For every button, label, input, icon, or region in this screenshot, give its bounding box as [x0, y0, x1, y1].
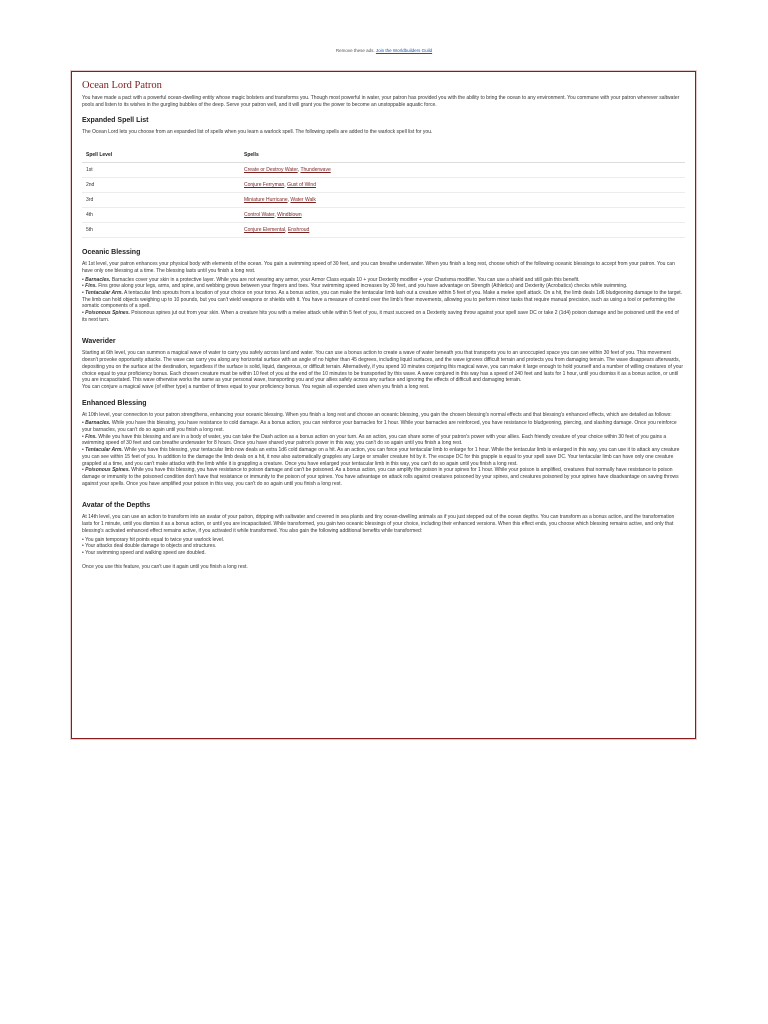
table-row: [82, 193, 685, 208]
ad-notice: [0, 48, 768, 53]
bullet-title: Tentacular Arm.: [85, 447, 123, 454]
spell-link[interactable]: Miniature Hurricane: [244, 197, 288, 204]
bullet-title: Fins.: [85, 283, 97, 290]
expanded-spell-list-text: The Ocean Lord lets you choose from an expanded list of spells when you learn a warlock spell. The following spells are added to the warlock spell list for you.: [82, 129, 433, 136]
spells-cell: Miniature Hurricane, Water Walk: [240, 193, 685, 208]
bullet-title: Poisonous Spines.: [85, 310, 130, 317]
bullet-text: While you have this blessing and are in a body of water, you can take the Dash action as a bonus action on your turn. As an action, you can share some of your patron's power with your allies. Each friendly creature of your choice within 30 feet of you gains a swimming speed of 30 feet and can breathe underwater for 8 hours. Once you have shared your patron's power in this way, you can't do so again until you finish a long rest.: [82, 433, 667, 447]
ad-notice-text: Remove these ads.: [335, 48, 375, 53]
spell-link[interactable]: Water Walk: [290, 197, 316, 204]
list-item: • Fins. While you have this blessing and are in a body of water, you can take the Dash action as a bonus action on your turn. As an action, you can share some of your patron's power with your allies. Each friendly creature of your choice within 30 feet of you gains a swimming speed of 30 feet and can breathe underwater for 8 hours. Once you have shared your patron's power in this way, you can't do so again until you finish a long rest.: [82, 433, 667, 447]
list-item: • Tentacular Arm. While you have this blessing, your tentacular limb now deals an extra 1d6 cold damage on a hit. As an action, you can force your tentacular limb to enlarge for 1 hour. While the tentacular limb is enlarged in this way, you can use it to attack any creature you can see within 15 feet of you. In addition to the damage the limb deals on a hit, it now also automatically grapples any Large or smaller creature hit by it. The escape DC for this grapple is equal to your spell save DC. Your tentacular limb can have only one creature grappled at a time, and you can't make attacks with the limb while it is grappling a creature. Once you have enlarged your tentacular limb in this way, you can't do so again until you finish a long rest.: [82, 447, 680, 467]
spell-link[interactable]: Control Water: [244, 212, 275, 219]
spell-level-cell: 4th: [82, 208, 240, 223]
list-item: • Tentacular Arm. A tentacular limb sprouts from a location of your choice on your torso. As a bonus action, you can make the tentacular limb lash out a creature within 5 feet of you. Make a melee spell attack. On a hit, the limb deals 1d6 bludgeoning damage to the target. The limb can hold objects weighing up to 10 pounds, but you can't wield weapons or shields with it. You have a measure of control over the limb's finer movements, allowing you to perform minor tasks that require manual precision, such as using a tool or performing the somatic components of a spell.: [82, 289, 683, 310]
list-item: • You gain temporary hit points equal to twice your warlock level.: [82, 536, 225, 543]
list-item: • Your attacks deal double damage to objects and structures.: [82, 543, 217, 550]
bullet-text: Fins grow along your legs, arms, and spine, and webbing grows between your fingers and toes. Your swimming speed increases by 30 feet, and you have advantage on Strength (Athletics) and Dexterity (Acrobatics) checks while swimming.: [98, 283, 628, 290]
patron-article: [71, 71, 696, 739]
waverider-text: Starting at 6th level, you can summon a magical wave of water to carry you safely across land and water. You can use a bonus action to create a wave of water beneath you that transports you to an unoccupied space you can see within 30 feet of you. This movement doesn't provoke opportunity attacks. The wave can carry you along any horizontal surface with an angle of no higher than 45 degrees, including liquid surfaces, and the wave ignores difficult terrain and protects you from damaging terrain. The wave disappears afterwards, depositing you on the surface at the destination, regardless if the surface is solid, liquid, dangerous, or difficult terrain. Alternatively, if you spend 10 minutes conjuring this magical wave, you can make it large enough to hold yourself and a number of willing creatures of your choice equal to your proficiency bonus. Each chosen creature must be within 10 feet of you at the end of the 10 minutes to be transported by this wave. A wave conjured in this way has a speed of 240 feet and lasts for 1 hour, until you dismiss it as a bonus action, or until you are incapacitated. This wave otherwise works the same as your personal wave, transporting you and your allies safely across any surface and ignoring the effects of difficult and damaging terrain.: [82, 350, 683, 384]
spell-table: [82, 148, 685, 238]
bullet-title: Fins.: [85, 433, 97, 440]
spell-level-cell: 2nd: [82, 178, 240, 193]
spell-level-cell: 1st: [82, 163, 240, 178]
table-row: [82, 163, 685, 178]
spell-link[interactable]: Conjure Ferryman: [244, 182, 285, 189]
col-spells: Spells: [240, 148, 685, 163]
bullet-title: Barnacles.: [85, 276, 111, 283]
enhanced-blessing-text: At 10th level, your connection to your patron strengthens, enhancing your oceanic blessing. When you finish a long rest and choose an oceanic blessing, you gain the chosen blessing's normal effects and that blessing's enhanced effects, which are detailed as follows:: [82, 411, 672, 418]
bullet-title: Barnacles.: [85, 420, 111, 427]
bullet-text: While you have this blessing, your tentacular limb now deals an extra 1d6 cold damage on a hit. As an action, you can force your tentacular limb to enlarge for 1 hour. While the tentacular limb is enlarged in this way, you can use it to attack any creature you can see within 15 feet of you. In addition to the damage the limb deals on a hit, it now also automatically grapples any Large or smaller creature hit by it. The escape DC for this grapple is equal to your spell save DC. Your tentacular limb can have only one creature grappled at a time, and you can't make attacks with the limb while it is grappling a creature. Once you have enlarged your tentacular limb in this way, you can't do so again until you finish a long rest.: [82, 447, 680, 467]
enhanced-blessing-heading: Enhanced Blessing: [82, 399, 147, 407]
avatar-closing: Once you use this feature, you can't use it again until you finish a long rest.: [82, 563, 248, 570]
bullet-text: A tentacular limb sprouts from a location of your choice on your torso. As a bonus action, you can make the tentacular limb lash out a creature within 5 feet of you. Make a melee spell attack. On a hit, the limb deals 1d6 bludgeoning damage to the target. The limb can hold objects weighing up to 10 pounds, but you can't wield weapons or shields with it. You have a measure of control over the limb's finer movements, allowing you to perform minor tasks that require manual precision, such as using a tool or performing the somatic components of a spell.: [82, 289, 683, 310]
list-item: • Barnacles. While you have this blessing, you have resistance to cold damage. As a bonus action, you can reinforce your barnacles for 1 hour. While your barnacles are reinforced, you have resistance to bludgeoning, piercing, and slashing damage. Once you reinforce your barnacles, you can't do so again until you finish a long rest.: [82, 420, 677, 434]
expanded-spell-list-heading: Expanded Spell List: [82, 117, 149, 125]
avatar-heading: Avatar of the Depths: [82, 502, 151, 510]
spells-cell: Control Water, Windblown: [240, 208, 685, 223]
bullet-text: Your swimming speed and walking speed are doubled.: [85, 549, 206, 556]
bullet-title: Tentacular Arm.: [85, 289, 123, 296]
page-title: Ocean Lord Patron: [82, 80, 162, 91]
list-item: • Barnacles. Barnacles cover your skin in a protective layer. While you are not wearing any armor, your Armor Class equals 10 + your Dexterity modifier + your Charisma modifier. You can use a shield and still gain this benefit.: [82, 276, 580, 283]
list-item: • Your swimming speed and walking speed are doubled.: [82, 549, 206, 556]
spell-level-cell: 3rd: [82, 193, 240, 208]
bullet-title: Poisonous Spines.: [85, 467, 130, 474]
spell-link[interactable]: Conjure Elemental: [244, 227, 286, 234]
intro-paragraph: You have made a pact with a powerful ocean-dwelling entity whose magic bolsters and transforms you. Though most powerful in water, your patron has provided you with the ability to bring the ocean to any environment. You commune with your patron wherever saltwater pools and listen to its wishes in the gurgling bubbles of the deep. Serve your patron well, and it will grant you the power to become an unstoppable aquatic force.: [82, 95, 680, 108]
col-spell-level: Spell Level: [82, 148, 240, 163]
spell-level-cell: 5th: [82, 223, 240, 238]
waverider-heading: Waverider: [82, 338, 116, 346]
spell-table-header: [82, 148, 685, 163]
spell-link[interactable]: Thunderwave: [300, 167, 331, 174]
spell-link[interactable]: Enshroud: [287, 227, 310, 234]
bullet-text: Poisonous spines jut out from your skin. When a creature hits you with a melee attack while within 5 feet of you, it must succeed on a Dexterity saving throw against your spell save DC or take 2 (1d4) poison damage and be poisoned until the end of its next turn.: [82, 310, 679, 323]
spell-link[interactable]: Gust of Wind: [287, 182, 316, 189]
list-item: • Poisonous Spines. While you have this blessing, you have resistance to poison damage and can't be poisoned. As a bonus action, you can amplify the poison in your spines for 1 hour. While your poison is amplified, creatures that normally have resistance to poison damage or immunity to the poisoned condition don't have that resistance or immunity to the poison of your spines. You have advantage on attack rolls against creatures poisoned by your spines, and creatures poisoned by your spines have disadvantage on saving throws against your spells. Once you have amplified your poison in this way, you can't do so again until you finish a long rest.: [82, 467, 679, 487]
spells-cell: Create or Destroy Water, Thunderwave: [240, 163, 685, 178]
list-item: • Poisonous Spines. Poisonous spines jut out from your skin. When a creature hits you with a melee attack while within 5 feet of you, it must succeed on a Dexterity saving throw against your spell save DC or take 2 (1d4) poison damage and be poisoned until the end of its next turn.: [82, 310, 679, 323]
guild-link[interactable]: Join the Worldbuilders Guild: [375, 48, 433, 53]
spells-cell: Conjure Elemental, Enshroud: [240, 223, 685, 238]
table-row: [82, 178, 685, 193]
bullet-text: You gain temporary hit points equal to twice your warlock level.: [85, 536, 225, 543]
oceanic-blessing-heading: Oceanic Blessing: [82, 249, 141, 257]
avatar-text: At 14th level, you can use an action to transform into an avatar of your patron, dripping with saltwater and covered in sea plants and tiny ocean-dwelling animals as if you just stepped out of the ocean depths. You can transform as a bonus action, and the transformation lasts for 1 minute, until you dismiss it as a bonus action, or until you are incapacitated. While transformed, you gain two oceanic blessings of your choice, including their enhanced versions. When this effect ends, you choose which blessing remains active, and only that blessing's activated enhanced effect remains active, if you activated it while transformed. You also gain the following additional benefits while transformed:: [82, 514, 675, 534]
spell-link[interactable]: Create or Destroy Water: [244, 167, 298, 174]
table-row: [82, 208, 685, 223]
spells-cell: Conjure Ferryman, Gust of Wind: [240, 178, 685, 193]
oceanic-blessing-text: At 1st level, your patron enhances your physical body with elements of the ocean. You gain a swimming speed of 30 feet, and you can breathe underwater. When you finish a long rest, choose which of the following oceanic blessings to accept from your patron. You can have only one blessing at a time. The blessing lasts until you finish a long rest.: [82, 261, 675, 274]
bullet-text: While you have this blessing, you have resistance to cold damage. As a bonus action, you can reinforce your barnacles for 1 hour. While your barnacles are reinforced, you have resistance to bludgeoning, piercing, and slashing damage. Once you reinforce your barnacles, you can't do so again until you finish a long rest.: [82, 420, 677, 434]
waverider-text-2: You can conjure a magical wave (of either type) a number of times equal to your proficiency bonus. You regain all expended uses when you finish a long rest.: [82, 383, 430, 390]
spell-link[interactable]: Windblown: [277, 212, 302, 219]
table-row: [82, 223, 685, 238]
bullet-text: Your attacks deal double damage to objects and structures.: [85, 543, 217, 550]
bullet-text: While you have this blessing, you have resistance to poison damage and can't be poisoned. As a bonus action, you can amplify the poison in your spines for 1 hour. While your poison is amplified, creatures that normally have resistance to poison damage or immunity to the poisoned condition don't have that resistance or immunity to the poison of your spines. You have advantage on attack rolls against creatures poisoned by your spines, and creatures poisoned by your spines have disadvantage on saving throws against your spells. Once you have amplified your poison in this way, you can't do so again until you finish a long rest.: [82, 467, 679, 487]
list-item: • Fins. Fins grow along your legs, arms, and spine, and webbing grows between your fingers and toes. Your swimming speed increases by 30 feet, and you have advantage on Strength (Athletics) and Dexterity (Acrobatics) checks while swimming.: [82, 283, 628, 290]
bullet-text: Barnacles cover your skin in a protective layer. While you are not wearing any armor, your Armor Class equals 10 + your Dexterity modifier + your Charisma modifier. You can use a shield and still gain this benefit.: [111, 276, 580, 283]
